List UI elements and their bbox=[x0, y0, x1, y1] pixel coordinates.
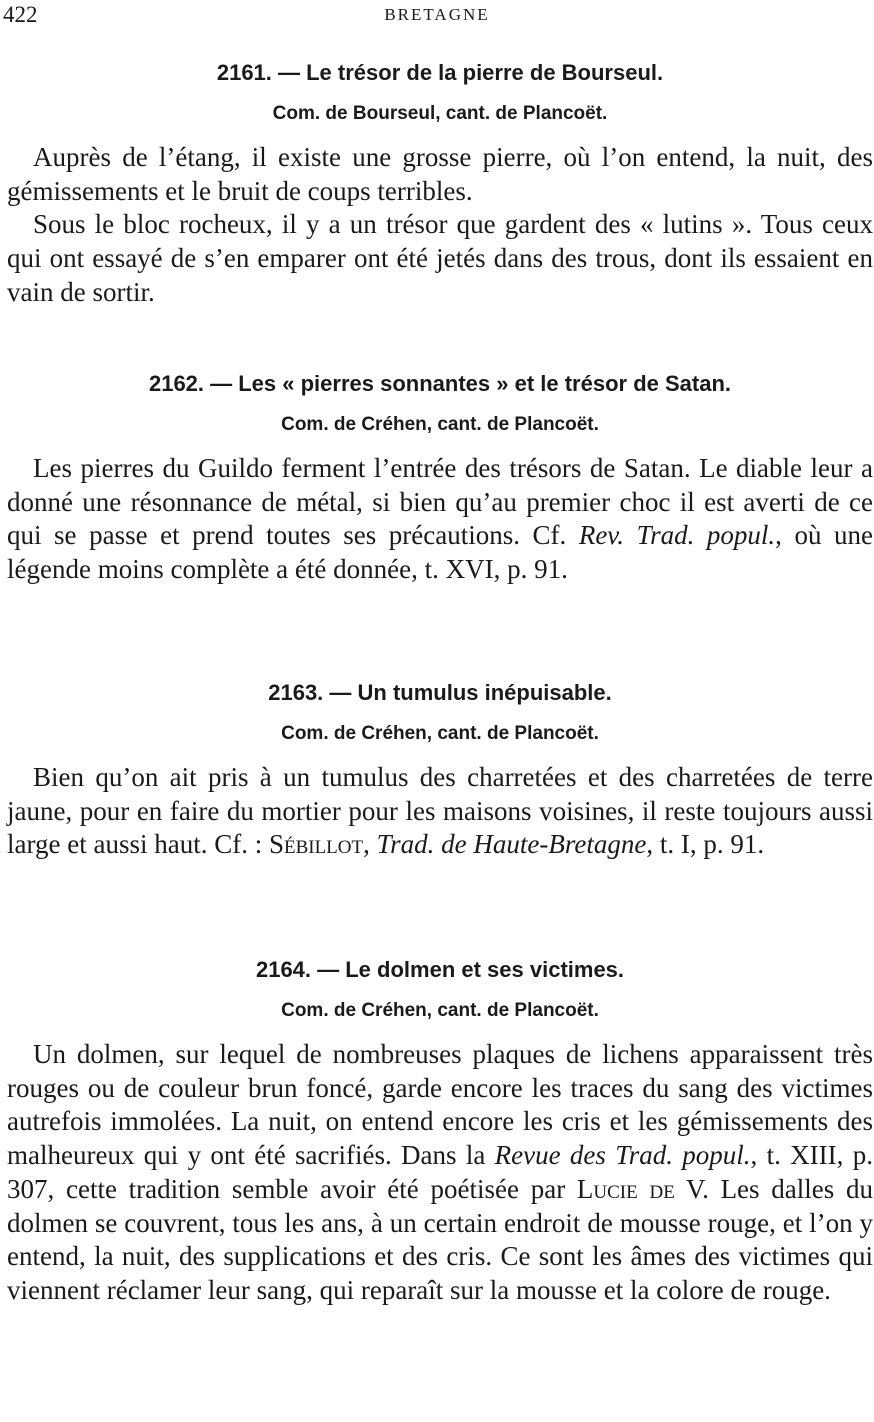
entry-location: Com. de Créhen, cant. de Plancoët. bbox=[281, 414, 599, 435]
text-run: , bbox=[363, 829, 370, 860]
entry-location: Com. de Créhen, cant. de Plancoët. bbox=[281, 1000, 599, 1021]
journal-reference: Revue des Trad. popul. bbox=[494, 1140, 751, 1171]
entry-text bbox=[7, 1038, 873, 1308]
author-name: Lucie de V. bbox=[576, 1173, 709, 1204]
text-run: , t. XIII, p. 307, cette tradition semble avoir été poétisée par bbox=[7, 1140, 873, 1204]
paragraph: Auprès de l’étang, il existe une grosse pierre, où l’on entend, la nuit, des gémissements et le bruit de coups terribles. bbox=[7, 142, 873, 206]
paragraph bbox=[7, 452, 873, 587]
text-run: Bien qu’on ait pris à un tumulus des charretées et des charretées de terre jaune, pour en faire du mortier pour les maisons voisines, il reste toujours aussi large et aussi haut. Cf. : bbox=[7, 762, 873, 860]
entry-text bbox=[7, 141, 873, 310]
paragraph bbox=[7, 761, 873, 862]
entry-title: 2164. — Le dolmen et ses victimes. bbox=[255, 957, 625, 982]
book-reference: Trad. de Haute-Bretagne bbox=[376, 829, 647, 860]
entry-2163 bbox=[7, 679, 873, 862]
text-run: , où une légende moins complète a été donnée, t. XVI, p. 91. bbox=[7, 520, 874, 585]
page-number: 422 bbox=[3, 2, 38, 27]
entry-location: Com. de Créhen, cant. de Plancoët. bbox=[281, 723, 599, 744]
running-head bbox=[0, 2, 874, 26]
text-run: , t. I, p. 91. bbox=[646, 829, 765, 860]
entry-text bbox=[7, 452, 873, 587]
journal-reference: Rev. Trad. popul. bbox=[578, 520, 776, 551]
entry-title: 2163. — Un tumulus inépuisable. bbox=[268, 680, 612, 705]
text-run: Les pierres du Guildo ferment l’entrée des trésors de Satan. Le diable leur a donné une résonnance de métal, si bien qu’au premier choc il est averti de ce qui se passe et prend toutes ses précautions. Cf. bbox=[7, 453, 873, 551]
entry-2164 bbox=[7, 956, 873, 1308]
text-run: Les dalles du dolmen se couvrent, tous les ans, à un certain endroit de mousse rouge, et l’on y entend, la nuit, des supplications et des cris. Ce sont les âmes des victimes qui viennent réclamer leur sang, qui reparaît sur la mousse et la colore de rouge. bbox=[7, 1173, 873, 1305]
entry-2162 bbox=[7, 370, 873, 587]
paragraph: Sous le bloc rocheux, il y a un trésor que gardent des « lutins ». Tous ceux qui ont essayé de s’en emparer ont été jetés dans des trous, dont ils essaient en vain de sortir. bbox=[7, 209, 873, 307]
running-title: BRETAGNE bbox=[384, 5, 490, 24]
text-run: Un dolmen, sur lequel de nombreuses plaques de lichens apparaissent très rouges ou de couleur brun foncé, garde encore les traces du sang des victimes autrefois immolées. La nuit, on entend encore les cris et les gémissements des malheureux qui y ont été sacrifiés. Dans la bbox=[7, 1039, 873, 1171]
entry-title: 2162. — Les « pierres sonnantes » et le trésor de Satan. bbox=[148, 371, 732, 396]
paragraph bbox=[7, 1038, 873, 1308]
entry-location: Com. de Bourseul, cant. de Plancoët. bbox=[272, 103, 608, 124]
entry-text bbox=[7, 761, 873, 862]
entry-title: 2161. — Le trésor de la pierre de Bourseul. bbox=[216, 60, 664, 85]
entry-2161 bbox=[7, 59, 873, 310]
author-name: Sébillot bbox=[268, 829, 364, 860]
